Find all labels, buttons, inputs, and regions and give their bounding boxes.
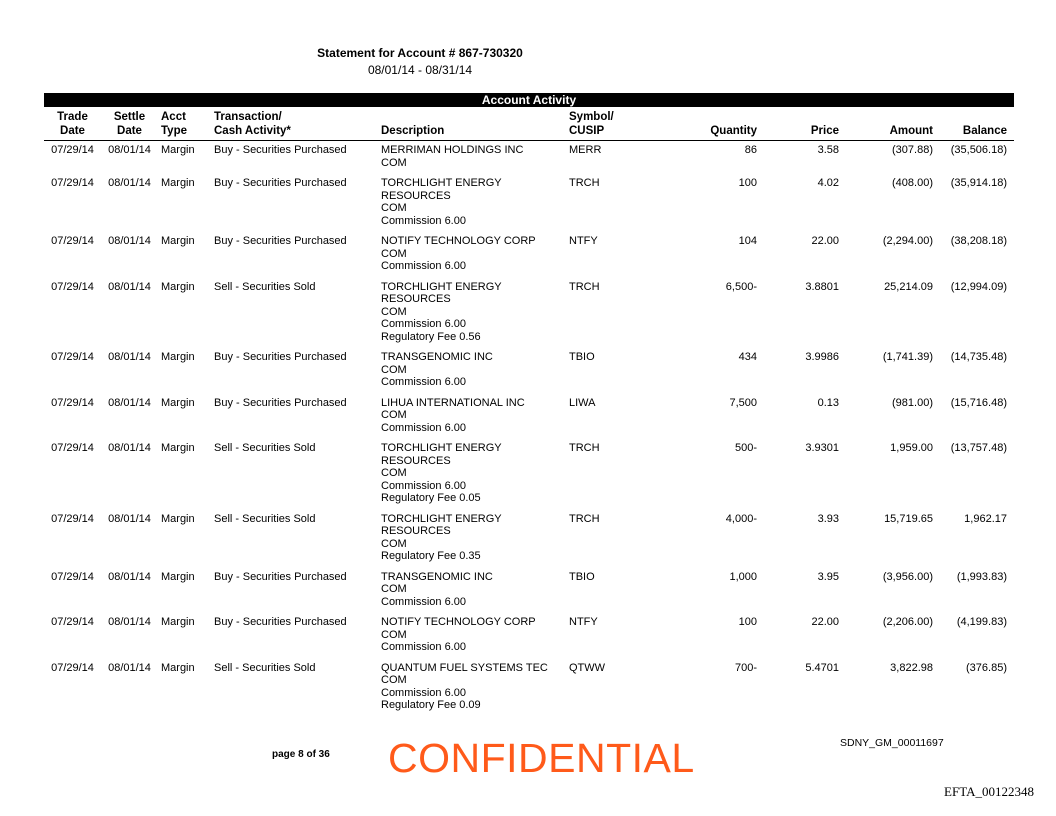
description-line: COM [381, 409, 407, 421]
trade-date-cell: 07/29/14 [51, 512, 94, 525]
efta-number: EFTA_00122348 [944, 784, 1034, 799]
acct-type-cell: Margin [161, 442, 195, 454]
col-quantity: Quantity [664, 110, 764, 141]
description-line: COM [381, 537, 407, 550]
symbol-cell: TBIO [569, 351, 595, 363]
symbol-cell: TRCH [569, 512, 600, 525]
description-line: COM [381, 156, 407, 169]
settle-date-cell: 08/01/14 [108, 280, 151, 293]
symbol-cell: NTFY [569, 235, 598, 247]
table-row [44, 278, 1014, 349]
description-line: Commission 6.00 [381, 641, 466, 653]
description-line: COM [381, 247, 407, 260]
description-cell [381, 174, 569, 232]
description-line: RESOURCES [381, 454, 451, 467]
symbol-cell: TRCH [569, 442, 600, 454]
description-cell [381, 613, 569, 659]
price-cell: 3.8801 [805, 280, 839, 293]
description-line: Regulatory Fee 0.09 [381, 699, 481, 711]
page-number: page 8 of 36 [272, 749, 330, 760]
price-cell: 3.9986 [805, 351, 839, 363]
table-header-row [44, 110, 1014, 141]
transaction-cell: Buy - Securities Purchased [214, 616, 347, 628]
balance-cell: 1,962.17 [964, 512, 1007, 525]
description-line: Commission 6.00 [381, 595, 466, 608]
price-cell: 4.02 [817, 177, 839, 189]
price-cell: 0.13 [817, 396, 839, 409]
balance-cell: (4,199.83) [956, 616, 1007, 628]
balance-cell: (15,716.48) [950, 396, 1007, 409]
description-line: RESOURCES [381, 189, 451, 202]
col-balance: Balance [940, 110, 1014, 141]
description-line: Commission 6.00 [381, 214, 466, 227]
quantity-cell: 6,500- [725, 280, 757, 293]
amount-cell: 1,959.00 [890, 442, 933, 454]
amount-cell: 3,822.98 [890, 661, 933, 674]
description-line: Regulatory Fee 0.56 [381, 330, 481, 343]
account-activity-banner: Account Activity [44, 93, 1014, 107]
description-cell [381, 510, 569, 568]
settle-date-cell: 08/01/14 [108, 616, 151, 628]
table-row [44, 394, 1014, 440]
balance-cell: (35,914.18) [950, 177, 1007, 189]
quantity-cell: 104 [738, 235, 757, 247]
trade-date-cell: 07/29/14 [51, 396, 94, 409]
quantity-cell: 100 [738, 177, 757, 189]
account-activity-table [44, 110, 1014, 717]
description-line: COM [381, 628, 407, 641]
balance-cell: (1,993.83) [956, 570, 1007, 583]
description-line: TRANSGENOMIC INC [381, 570, 493, 583]
description-cell [381, 232, 569, 278]
description-cell [381, 141, 569, 175]
acct-type-cell: Margin [161, 512, 195, 525]
description-line: RESOURCES [381, 293, 451, 305]
trade-date-cell: 07/29/14 [51, 661, 94, 674]
symbol-cell: TRCH [569, 280, 600, 293]
trade-date-cell: 07/29/14 [51, 144, 94, 156]
quantity-cell: 7,500 [729, 396, 757, 409]
symbol-cell: MERR [569, 144, 602, 156]
col-transaction: Transaction/ Cash Activity* [211, 110, 381, 141]
balance-cell: (38,208.18) [950, 235, 1007, 247]
description-line: TORCHLIGHT ENERGY [381, 512, 502, 525]
price-cell: 3.95 [817, 570, 839, 583]
trade-date-cell: 07/29/14 [51, 616, 94, 628]
transaction-cell: Buy - Securities Purchased [214, 177, 347, 189]
description-line: TORCHLIGHT ENERGY [381, 177, 502, 189]
trade-date-cell: 07/29/14 [51, 442, 94, 454]
description-cell [381, 439, 569, 510]
description-line: COM [381, 202, 407, 214]
quantity-cell: 86 [744, 144, 757, 156]
transaction-cell: Buy - Securities Purchased [214, 235, 347, 247]
statement-period: 08/01/14 - 08/31/14 [367, 63, 473, 77]
col-trade-date: Trade Date [44, 110, 101, 141]
transaction-cell: Sell - Securities Sold [214, 512, 316, 525]
amount-cell: (981.00) [892, 396, 933, 409]
description-line: Commission 6.00 [381, 421, 466, 434]
amount-cell: 25,214.09 [884, 280, 933, 293]
amount-cell: (2,294.00) [882, 235, 933, 247]
trade-date-cell: 07/29/14 [51, 351, 94, 363]
trade-date-cell: 07/29/14 [51, 570, 94, 583]
quantity-cell: 1,000 [729, 570, 757, 583]
description-line: RESOURCES [381, 525, 451, 537]
description-line: NOTIFY TECHNOLOGY CORP [381, 235, 536, 247]
description-cell [381, 659, 569, 717]
quantity-cell: 434 [738, 351, 757, 363]
description-line: COM [381, 674, 407, 686]
table-row [44, 141, 1014, 175]
price-cell: 5.4701 [805, 661, 839, 674]
description-line: Commission 6.00 [381, 479, 466, 492]
description-cell [381, 568, 569, 614]
table-row [44, 659, 1014, 717]
description-line: MERRIMAN HOLDINGS INC [381, 144, 524, 156]
amount-cell: (307.88) [892, 144, 933, 156]
description-line: COM [381, 583, 407, 595]
statement-title: Statement for Account # 867-730320 [317, 46, 523, 60]
description-line: COM [381, 363, 407, 376]
acct-type-cell: Margin [161, 616, 195, 628]
trade-date-cell: 07/29/14 [51, 177, 94, 189]
description-line: TRANSGENOMIC INC [381, 351, 493, 363]
transaction-cell: Buy - Securities Purchased [214, 351, 347, 363]
col-symbol: Symbol/ CUSIP [569, 110, 664, 141]
amount-cell: (1,741.39) [882, 351, 933, 363]
description-line: TORCHLIGHT ENERGY [381, 280, 502, 293]
transaction-cell: Sell - Securities Sold [214, 280, 316, 293]
col-price: Price [764, 110, 846, 141]
acct-type-cell: Margin [161, 661, 195, 674]
description-line: Commission 6.00 [381, 318, 466, 330]
transaction-cell: Buy - Securities Purchased [214, 396, 347, 409]
balance-cell: (13,757.48) [950, 442, 1007, 454]
balance-cell: (35,506.18) [950, 144, 1007, 156]
symbol-cell: QTWW [569, 661, 606, 674]
settle-date-cell: 08/01/14 [108, 442, 151, 454]
acct-type-cell: Margin [161, 396, 195, 409]
symbol-cell: LIWA [569, 396, 596, 409]
symbol-cell: TBIO [569, 570, 595, 583]
table-body [44, 141, 1014, 717]
description-line: LIHUA INTERNATIONAL INC [381, 396, 525, 409]
acct-type-cell: Margin [161, 570, 195, 583]
col-amount: Amount [846, 110, 940, 141]
settle-date-cell: 08/01/14 [108, 661, 151, 674]
quantity-cell: 4,000- [725, 512, 757, 525]
settle-date-cell: 08/01/14 [108, 396, 151, 409]
price-cell: 3.58 [817, 144, 839, 156]
col-acct-type: Acct Type [158, 110, 211, 141]
description-cell [381, 348, 569, 394]
description-line: Commission 6.00 [381, 376, 466, 388]
description-line: QUANTUM FUEL SYSTEMS TEC [381, 661, 548, 674]
transaction-cell: Sell - Securities Sold [214, 661, 316, 674]
acct-type-cell: Margin [161, 144, 195, 156]
description-line: NOTIFY TECHNOLOGY CORP [381, 616, 536, 628]
description-line: TORCHLIGHT ENERGY [381, 442, 502, 454]
acct-type-cell: Margin [161, 280, 195, 293]
settle-date-cell: 08/01/14 [108, 351, 151, 363]
table-row [44, 613, 1014, 659]
settle-date-cell: 08/01/14 [108, 512, 151, 525]
symbol-cell: NTFY [569, 616, 598, 628]
price-cell: 3.9301 [805, 442, 839, 454]
table-row [44, 348, 1014, 394]
table-row [44, 439, 1014, 510]
table-row [44, 568, 1014, 614]
trade-date-cell: 07/29/14 [51, 280, 94, 293]
acct-type-cell: Margin [161, 351, 195, 363]
description-cell [381, 394, 569, 440]
quantity-cell: 500- [734, 442, 757, 454]
settle-date-cell: 08/01/14 [108, 235, 151, 247]
transaction-cell: Buy - Securities Purchased [214, 570, 347, 583]
amount-cell: 15,719.65 [884, 512, 933, 525]
table-row [44, 174, 1014, 232]
description-line: COM [381, 305, 407, 318]
trade-date-cell: 07/29/14 [51, 235, 94, 247]
col-description: Description [381, 110, 569, 141]
balance-cell: (376.85) [966, 661, 1007, 674]
price-cell: 22.00 [811, 235, 839, 247]
amount-cell: (408.00) [892, 177, 933, 189]
transaction-cell: Sell - Securities Sold [214, 442, 316, 454]
settle-date-cell: 08/01/14 [108, 570, 151, 583]
bates-number: SDNY_GM_00011697 [840, 737, 944, 749]
price-cell: 3.93 [817, 512, 839, 525]
table-row [44, 510, 1014, 568]
description-line: Commission 6.00 [381, 686, 466, 699]
description-cell [381, 278, 569, 349]
description-line: Commission 6.00 [381, 260, 466, 272]
statement-header [0, 46, 840, 77]
settle-date-cell: 08/01/14 [108, 177, 151, 189]
quantity-cell: 100 [738, 616, 757, 628]
description-line: Regulatory Fee 0.35 [381, 550, 481, 562]
acct-type-cell: Margin [161, 177, 195, 189]
col-settle-date: Settle Date [101, 110, 158, 141]
confidential-stamp: CONFIDENTIAL [388, 735, 695, 781]
balance-cell: (14,735.48) [950, 351, 1007, 363]
quantity-cell: 700- [734, 661, 757, 674]
amount-cell: (3,956.00) [882, 570, 933, 583]
amount-cell: (2,206.00) [882, 616, 933, 628]
price-cell: 22.00 [811, 616, 839, 628]
symbol-cell: TRCH [569, 177, 600, 189]
transaction-cell: Buy - Securities Purchased [214, 144, 347, 156]
settle-date-cell: 08/01/14 [108, 144, 151, 156]
acct-type-cell: Margin [161, 235, 195, 247]
table-row [44, 232, 1014, 278]
description-line: COM [381, 467, 407, 479]
description-line: Regulatory Fee 0.05 [381, 492, 481, 504]
balance-cell: (12,994.09) [950, 280, 1007, 293]
